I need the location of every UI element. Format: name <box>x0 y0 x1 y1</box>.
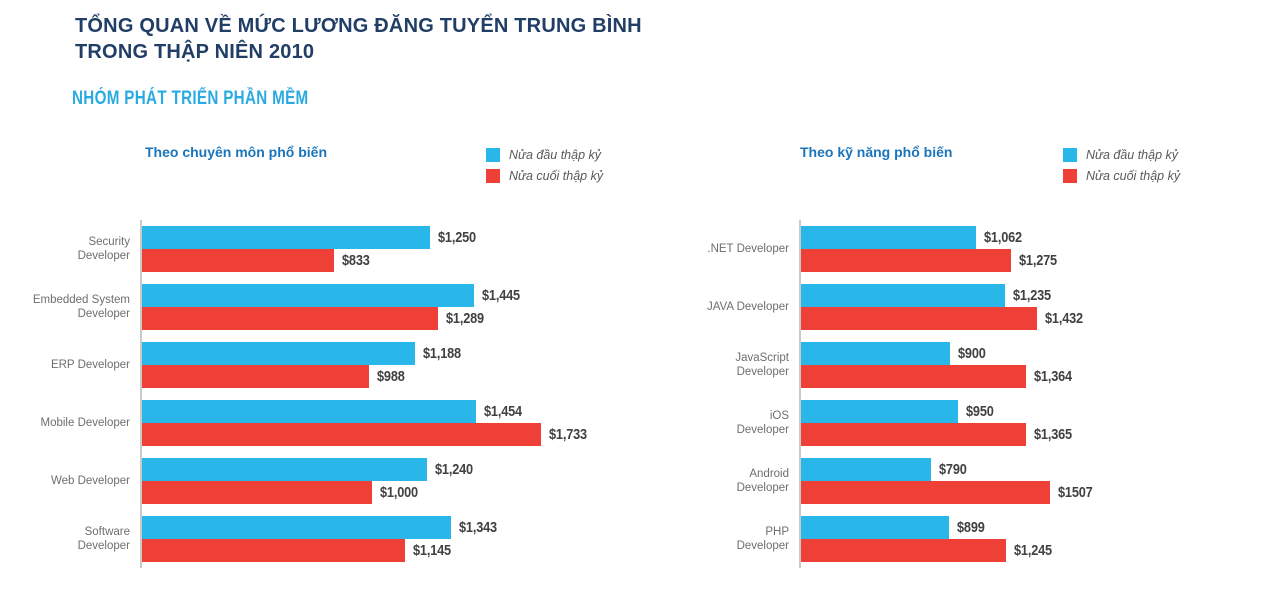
category-label: JAVA Developer <box>706 301 789 313</box>
value-label: $1,445 <box>482 287 520 304</box>
bar-second-half <box>142 481 372 504</box>
bar-line <box>142 365 647 388</box>
value-label: $1,250 <box>438 229 476 246</box>
bar-line <box>142 342 647 365</box>
plot-area <box>799 220 1271 278</box>
bar-second-half <box>142 365 369 388</box>
legend-second-half-label: Nửa cuối thập kỷ <box>509 169 604 183</box>
value-label: $1,364 <box>1034 368 1072 385</box>
value-label: $1,289 <box>446 310 484 327</box>
legend-specialization <box>486 148 603 190</box>
bar-line <box>801 284 1271 307</box>
bar-line <box>142 284 647 307</box>
bar-first-half <box>142 458 427 481</box>
bar-line <box>801 249 1271 272</box>
bar-line <box>142 481 647 504</box>
value-label: $1,235 <box>1013 287 1051 304</box>
second-half-swatch-icon <box>1063 169 1077 183</box>
plot-area <box>140 336 647 394</box>
bar-line <box>801 400 1271 423</box>
bar-first-half <box>142 516 451 539</box>
bar-line <box>142 516 647 539</box>
bar-line <box>801 226 1271 249</box>
bar-line <box>142 307 647 330</box>
bar-line <box>801 342 1271 365</box>
bar-line <box>142 423 647 446</box>
value-label: $1,145 <box>413 542 451 559</box>
bar-second-half <box>801 307 1037 330</box>
bar-line <box>801 539 1271 562</box>
chart-row <box>2 278 647 336</box>
value-label: $1,343 <box>459 519 497 536</box>
bar-second-half <box>801 539 1006 562</box>
chart-specialization <box>2 220 647 568</box>
bar-line <box>142 458 647 481</box>
category-label: JavaScript Developer <box>735 352 789 378</box>
first-half-swatch-icon <box>1063 148 1077 162</box>
bar-first-half <box>142 400 476 423</box>
plot-area <box>799 452 1271 510</box>
chart-row <box>2 452 647 510</box>
legend-item-second-half <box>1063 169 1180 183</box>
chart-row <box>665 220 1271 278</box>
value-label: $988 <box>377 368 405 385</box>
bar-first-half <box>801 284 1005 307</box>
value-label: $900 <box>958 345 986 362</box>
chart-row <box>665 336 1271 394</box>
value-label: $1,188 <box>423 345 461 362</box>
category-label: Embedded System Developer <box>32 294 130 320</box>
chart-title-specialization: Theo chuyên môn phổ biến <box>145 144 327 160</box>
plot-area <box>140 510 647 568</box>
category-label: Android Developer <box>736 468 789 494</box>
page-title-line2: TRONG THẬP NIÊN 2010 <box>75 41 315 63</box>
legend-first-half-label: Nửa đầu thập kỷ <box>509 148 602 162</box>
bar-first-half <box>801 342 950 365</box>
page-title <box>75 13 642 65</box>
value-label: $1,062 <box>984 229 1022 246</box>
plot-area <box>799 510 1271 568</box>
chart-row <box>2 336 647 394</box>
bar-first-half <box>142 342 415 365</box>
bar-second-half <box>801 249 1011 272</box>
value-label: $1,432 <box>1045 310 1083 327</box>
first-half-swatch-icon <box>486 148 500 162</box>
category-label: iOS Developer <box>736 410 789 436</box>
value-label: $1,275 <box>1019 252 1057 269</box>
bar-second-half <box>142 423 541 446</box>
bar-second-half <box>142 249 334 272</box>
bar-first-half <box>142 284 474 307</box>
value-label: $1,454 <box>484 403 522 420</box>
bar-line <box>142 249 647 272</box>
legend-first-half-label: Nửa đầu thập kỷ <box>1086 148 1179 162</box>
value-label: $899 <box>957 519 985 536</box>
chart-row <box>665 394 1271 452</box>
bar-second-half <box>801 481 1050 504</box>
legend-skill <box>1063 148 1180 190</box>
plot-area <box>140 394 647 452</box>
plot-area <box>140 220 647 278</box>
value-label: $1,000 <box>380 484 418 501</box>
value-label: $1507 <box>1058 484 1093 501</box>
plot-area <box>140 278 647 336</box>
chart-row <box>2 510 647 568</box>
bar-second-half <box>801 423 1026 446</box>
plot-area <box>799 336 1271 394</box>
bar-line <box>801 481 1271 504</box>
value-label: $833 <box>342 252 370 269</box>
section-title: NHÓM PHÁT TRIỂN PHẦN MỀM <box>72 88 309 109</box>
bar-first-half <box>801 516 949 539</box>
value-label: $1,245 <box>1014 542 1052 559</box>
bar-line <box>142 400 647 423</box>
category-label: Software Developer <box>77 526 130 552</box>
page-title-line1: TỔNG QUAN VỀ MỨC LƯƠNG ĐĂNG TUYỂN TRUNG BÌNH <box>75 15 642 37</box>
bar-line <box>801 516 1271 539</box>
bar-line <box>801 365 1271 388</box>
category-label: PHP Developer <box>736 526 789 552</box>
category-label: Web Developer <box>50 475 130 487</box>
bar-second-half <box>142 539 405 562</box>
bar-first-half <box>142 226 430 249</box>
legend-item-second-half <box>486 169 603 183</box>
chart-row <box>665 278 1271 336</box>
chart-title-skill: Theo kỹ năng phổ biến <box>800 144 953 160</box>
bar-first-half <box>801 458 931 481</box>
bar-line <box>801 307 1271 330</box>
bar-second-half <box>142 307 438 330</box>
bar-first-half <box>801 400 958 423</box>
legend-item-first-half <box>486 148 603 162</box>
plot-area <box>140 452 647 510</box>
bar-line <box>142 539 647 562</box>
category-label: ERP Developer <box>50 359 130 371</box>
value-label: $790 <box>939 461 967 478</box>
plot-area <box>799 278 1271 336</box>
bar-second-half <box>801 365 1026 388</box>
value-label: $1,365 <box>1034 426 1072 443</box>
chart-row <box>2 220 647 278</box>
category-label: Mobile Developer <box>40 417 130 429</box>
chart-skill <box>665 220 1271 568</box>
plot-area <box>799 394 1271 452</box>
legend-second-half-label: Nửa cuối thập kỷ <box>1086 169 1181 183</box>
bar-line <box>801 423 1271 446</box>
value-label: $1,733 <box>549 426 587 443</box>
value-label: $1,240 <box>435 461 473 478</box>
chart-row <box>665 510 1271 568</box>
second-half-swatch-icon <box>486 169 500 183</box>
chart-row <box>665 452 1271 510</box>
legend-item-first-half <box>1063 148 1180 162</box>
bar-first-half <box>801 226 976 249</box>
bar-line <box>801 458 1271 481</box>
category-label: Security Developer <box>77 236 130 262</box>
bar-line <box>142 226 647 249</box>
value-label: $950 <box>966 403 994 420</box>
chart-row <box>2 394 647 452</box>
category-label: .NET Developer <box>707 243 789 255</box>
